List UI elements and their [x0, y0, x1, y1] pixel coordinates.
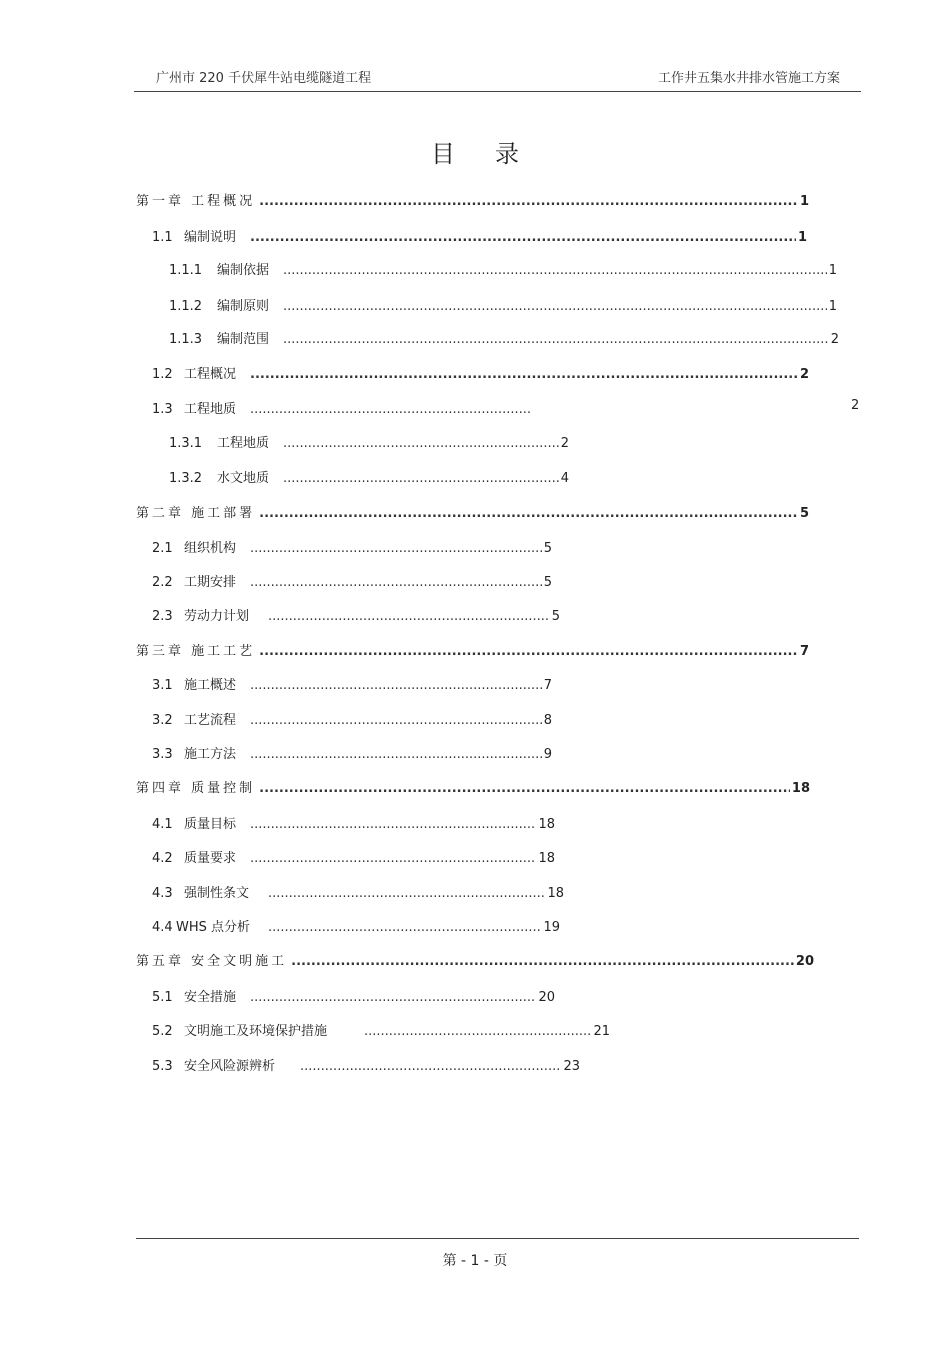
- toc-chapter-1[interactable]: [136, 190, 809, 209]
- toc-page: 1: [828, 299, 837, 314]
- toc-page: 1: [799, 194, 809, 209]
- toc-leader: [283, 332, 829, 347]
- toc-label: 文明施工及环境保护措施: [184, 1024, 328, 1039]
- toc-label: 施工方法: [184, 747, 237, 762]
- toc-label: 第二章 施工部署: [136, 506, 256, 521]
- toc-number: 1.1.3: [169, 332, 203, 347]
- toc-leader: [250, 575, 542, 590]
- toc-section-5-1[interactable]: [152, 986, 555, 1005]
- toc-number: 1.1.2: [169, 299, 203, 314]
- toc-chapter-4[interactable]: [136, 777, 810, 796]
- toc-page: 19: [543, 920, 560, 935]
- toc-label: 质量目标: [184, 817, 237, 832]
- toc-label: 编制依据: [217, 263, 270, 278]
- toc-leader: [283, 263, 827, 278]
- toc-label: 第五章 安全文明施工: [136, 954, 288, 969]
- toc-leader: [250, 678, 542, 693]
- toc-leader: [250, 230, 796, 245]
- toc-label: 工程地质: [184, 402, 237, 417]
- toc-label: 第一章 工程概况: [136, 194, 256, 209]
- toc-number: 4.4: [152, 920, 173, 935]
- header-divider: [134, 91, 861, 92]
- toc-leader: [268, 886, 545, 901]
- toc-chapter-3[interactable]: [136, 640, 809, 659]
- toc-leader: [250, 817, 536, 832]
- toc-leader: [300, 1059, 561, 1074]
- toc-number: 1.3.1: [169, 436, 203, 451]
- toc-section-3-3[interactable]: [152, 743, 552, 762]
- toc-leader: [250, 713, 542, 728]
- toc-leader: [250, 367, 798, 382]
- toc-section-2-2[interactable]: [152, 571, 552, 590]
- toc-section-4-4[interactable]: [152, 916, 560, 935]
- toc-leader: [259, 506, 798, 521]
- toc-page: 5: [543, 575, 552, 590]
- toc-label: 工程概况: [184, 367, 237, 382]
- toc-section-1-1[interactable]: [152, 226, 807, 245]
- toc-label: 编制说明: [184, 230, 237, 245]
- header-document-title: 工作井五集水井排水管施工方案: [657, 71, 840, 86]
- toc-number: 3.1: [152, 678, 173, 693]
- toc-page: 5: [551, 609, 560, 624]
- toc-section-2-1[interactable]: [152, 537, 552, 556]
- toc-number: 2.1: [152, 541, 173, 556]
- toc-section-4-1[interactable]: [152, 813, 555, 832]
- toc-page: 2: [560, 436, 569, 451]
- toc-number: 1.3.2: [169, 471, 203, 486]
- toc-label: 工程地质: [217, 436, 270, 451]
- toc-leader: [250, 402, 530, 417]
- toc-section-2-3[interactable]: [152, 605, 560, 624]
- toc-page: 20: [538, 990, 555, 1005]
- toc-page: 8: [543, 713, 552, 728]
- toc-page: 5: [543, 541, 552, 556]
- toc-number: 4.3: [152, 886, 173, 901]
- toc-label: 第三章 施工工艺: [136, 644, 256, 659]
- toc-page: 9: [543, 747, 552, 762]
- toc-page: 2: [830, 332, 839, 347]
- toc-leader: [291, 954, 794, 969]
- toc-leader: [250, 990, 536, 1005]
- toc-label: 水文地质: [217, 471, 270, 486]
- toc-number: 4.1: [152, 817, 173, 832]
- page-title: 目录: [431, 140, 559, 168]
- toc-label: 工艺流程: [184, 713, 237, 728]
- toc-section-3-1[interactable]: [152, 674, 552, 693]
- toc-section-5-2[interactable]: [152, 1020, 610, 1039]
- toc-page: 23: [563, 1059, 580, 1074]
- toc-label: 质量要求: [184, 851, 237, 866]
- toc-number: 5.2: [152, 1024, 173, 1039]
- toc-page: 18: [538, 851, 555, 866]
- toc-label: 第四章 质量控制: [136, 781, 256, 796]
- toc-leader: [268, 920, 541, 935]
- toc-page: 4: [560, 471, 569, 486]
- toc-page: 2: [851, 398, 860, 413]
- toc-leader: [283, 471, 559, 486]
- header-project-name: 广州市 220 千伏犀牛站电缆隧道工程: [156, 71, 372, 86]
- toc-number: 3.2: [152, 713, 173, 728]
- toc-leader: [250, 851, 536, 866]
- toc-section-1-1-3[interactable]: [169, 328, 839, 347]
- toc-page: 2: [799, 367, 809, 382]
- toc-number: 1.2: [152, 367, 173, 382]
- toc-label: 劳动力计划: [184, 609, 250, 624]
- toc-label: 工期安排: [184, 575, 237, 590]
- toc-section-1-3[interactable]: [152, 398, 532, 417]
- toc-section-3-2[interactable]: [152, 709, 552, 728]
- toc-section-1-3-1[interactable]: [169, 432, 569, 451]
- toc-leader: [259, 781, 790, 796]
- toc-section-1-1-1[interactable]: [169, 259, 837, 278]
- toc-page-1-3: [851, 398, 859, 413]
- toc-number: 5.1: [152, 990, 173, 1005]
- toc-number: 5.3: [152, 1059, 173, 1074]
- toc-page: 21: [593, 1024, 610, 1039]
- toc-chapter-5[interactable]: [136, 950, 814, 969]
- toc-leader: [250, 541, 542, 556]
- toc-page: 7: [543, 678, 552, 693]
- toc-leader: [283, 436, 559, 451]
- toc-number: 3.3: [152, 747, 173, 762]
- toc-leader: [259, 644, 798, 659]
- toc-label: 编制原则: [217, 299, 270, 314]
- toc-page: 20: [795, 954, 814, 969]
- toc-page: 1: [828, 263, 837, 278]
- toc-leader: [259, 194, 798, 209]
- toc-page: 1: [797, 230, 807, 245]
- toc-number: 2.2: [152, 575, 173, 590]
- footer-divider: [136, 1238, 859, 1239]
- toc-section-1-3-2[interactable]: [169, 467, 569, 486]
- toc-section-4-2[interactable]: [152, 847, 555, 866]
- toc-page: 7: [799, 644, 809, 659]
- page-number: 第 - 1 - 页: [442, 1253, 508, 1269]
- toc-label: 组织机构: [184, 541, 237, 556]
- toc-number: 2.3: [152, 609, 173, 624]
- toc-page: 18: [791, 781, 810, 796]
- toc-number: 1.1.1: [169, 263, 203, 278]
- toc-section-1-1-2[interactable]: [169, 295, 837, 314]
- toc-label: 编制范围: [217, 332, 270, 347]
- toc-page: 18: [547, 886, 564, 901]
- toc-section-4-3[interactable]: [152, 882, 564, 901]
- toc-leader: [268, 609, 550, 624]
- toc-section-1-2[interactable]: [152, 363, 809, 382]
- toc-number: 1.3: [152, 402, 173, 417]
- toc-leader: [283, 299, 827, 314]
- toc-label: 施工概述: [184, 678, 237, 693]
- toc-number: 4.2: [152, 851, 173, 866]
- toc-leader: [364, 1024, 591, 1039]
- toc-number: 1.1: [152, 230, 173, 245]
- toc-label: 强制性条文: [184, 886, 250, 901]
- toc-page: 18: [538, 817, 555, 832]
- toc-section-5-3[interactable]: [152, 1055, 580, 1074]
- toc-label: WHS 点分析: [176, 920, 251, 935]
- toc-leader: [250, 747, 542, 762]
- toc-label: 安全措施: [184, 990, 237, 1005]
- toc-chapter-2[interactable]: [136, 502, 809, 521]
- toc-label: 安全风险源辨析: [184, 1059, 276, 1074]
- toc-page: 5: [799, 506, 809, 521]
